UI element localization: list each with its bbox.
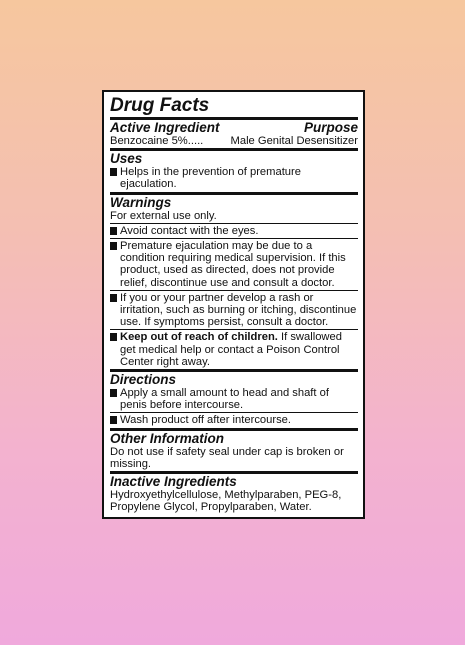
active-ingredient-header-row (110, 121, 358, 135)
divider (110, 290, 358, 291)
divider (110, 412, 358, 413)
warnings-item: If you or your partner develop a rash or irritation, such as burning or itching, discontinue use. If symptoms persist, consult a doctor. (110, 292, 358, 329)
other-information-heading: Other Information (110, 430, 224, 446)
active-ingredient-purpose: Male Genital Desensitizer (230, 135, 358, 147)
uses-item: Helps in the prevention of premature ejaculation. (110, 166, 358, 190)
warnings-heading: Warnings (110, 194, 172, 210)
divider (110, 238, 358, 239)
drug-facts-panel (102, 90, 365, 519)
divider (110, 148, 358, 151)
active-ingredient-row (110, 135, 358, 147)
warnings-intro: For external use only. (110, 209, 217, 222)
drug-facts-title: Drug Facts (110, 95, 210, 116)
warnings-item: Avoid contact with the eyes. (110, 225, 358, 237)
directions-heading: Directions (110, 372, 177, 388)
inactive-ingredients-text: Hydroxyethylcellulose, Methylparaben, PEG-8, Propylene Glycol, Propylparaben, Water. (110, 489, 342, 514)
bullet-square-icon (110, 168, 117, 176)
other-information-text: Do not use if safety seal under cap is broken or missing. (110, 445, 344, 470)
bullet-square-icon (110, 242, 117, 250)
inactive-ingredients-heading: Inactive Ingredients (110, 474, 237, 490)
divider (110, 329, 358, 330)
keep-out-text: If swallowed get medical help or contact a Poison Control Center right away. (120, 331, 342, 368)
active-ingredient-name: Benzocaine 5%..... (110, 135, 204, 147)
bullet-square-icon (110, 416, 117, 424)
bullet-square-icon (110, 389, 117, 397)
active-ingredient-heading: Active Ingredient (110, 120, 220, 135)
directions-item: Wash product off after intercourse. (110, 414, 358, 426)
warnings-item: Premature ejaculation may be due to a condition requiring medical supervision. If this product, used as directed, does not provide relief, discontinue use and consult a doctor. (110, 240, 358, 289)
bullet-square-icon (110, 294, 117, 302)
warnings-keep-out-item (110, 331, 358, 368)
uses-heading: Uses (110, 151, 143, 167)
keep-out-bold: Keep out of reach of children. (120, 331, 278, 344)
purpose-heading: Purpose (303, 120, 358, 135)
divider (110, 223, 358, 224)
bullet-square-icon (110, 333, 117, 341)
bullet-square-icon (110, 227, 117, 235)
directions-item: Apply a small amount to head and shaft of penis before intercourse. (110, 387, 358, 411)
